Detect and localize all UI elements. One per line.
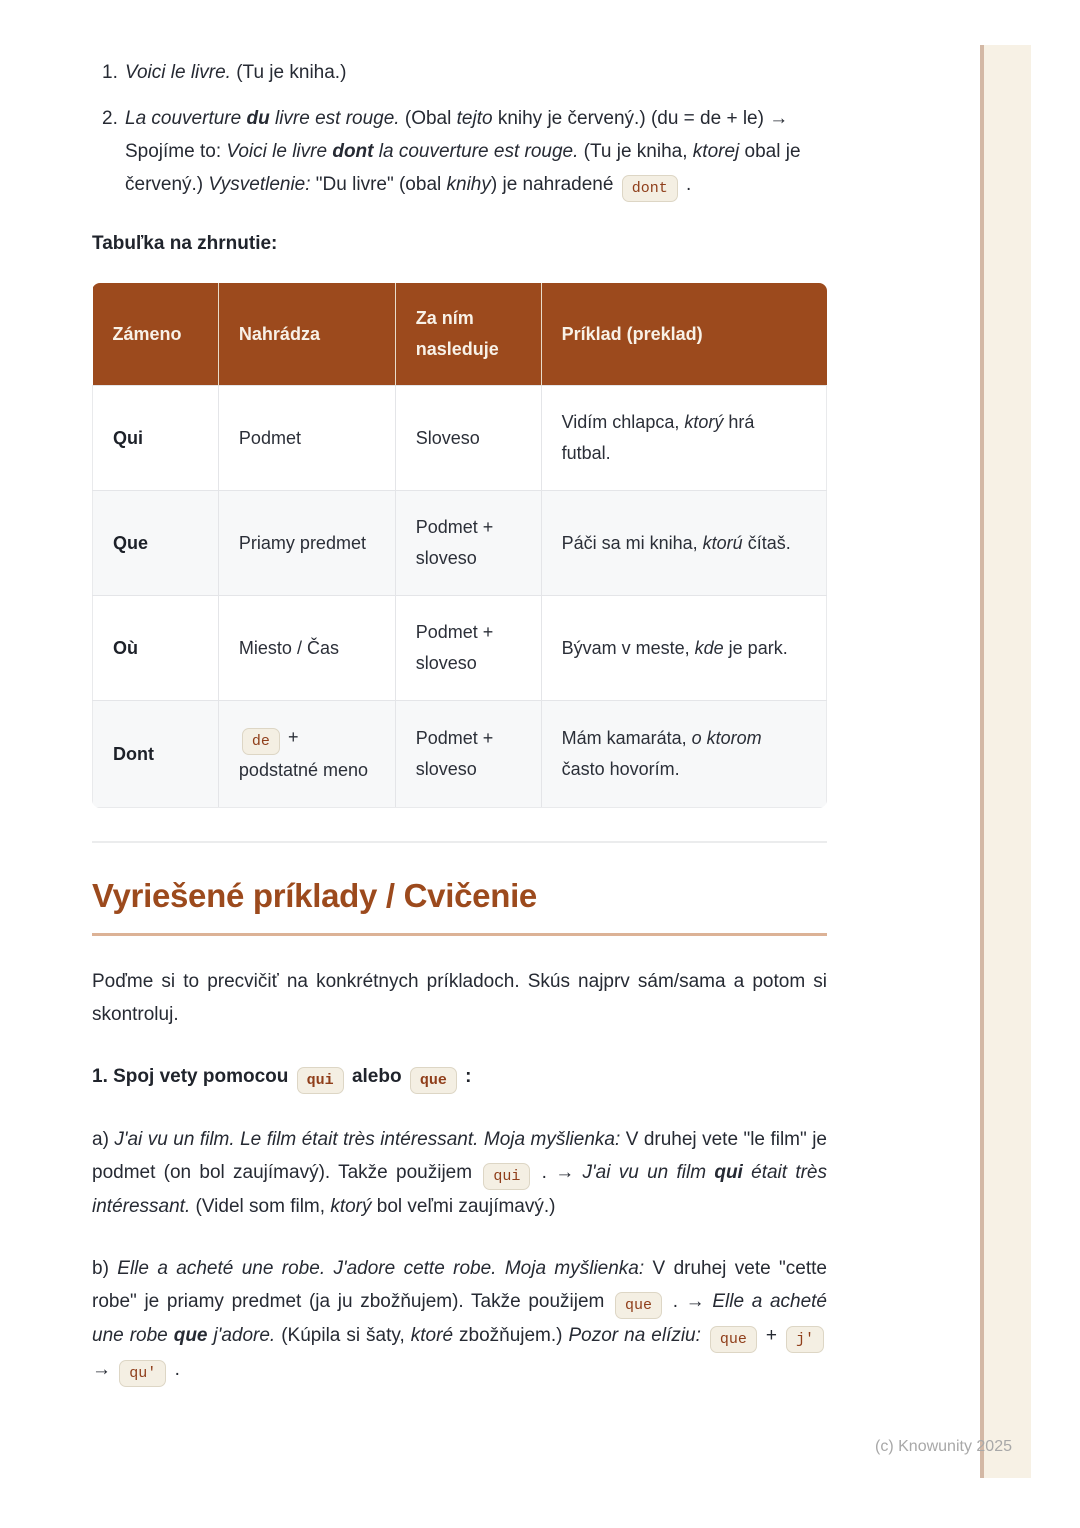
table-section-title: Tabuľka na zhrnutie: [92, 233, 278, 254]
inline-code-badge: qui [483, 1163, 530, 1190]
cell-pronoun: Qui [93, 386, 219, 491]
page-edge-bar [980, 45, 1031, 1478]
cell-pronoun: Que [93, 491, 219, 596]
table-row [93, 701, 827, 808]
column-header-replaces: Nahrádza [218, 283, 395, 386]
page-title: Vyriešené príklady / Cvičenie [92, 876, 827, 936]
cell-followed: Podmet + sloveso [395, 491, 541, 596]
table-row [93, 596, 827, 701]
list-item-number: 2. [102, 108, 118, 129]
list-item [92, 102, 827, 202]
cell-replaces: Podmet [218, 386, 395, 491]
exercise-item-a: a) J'ai vu un film. Le film était très intéressant. Moja myšlienka: V druhej vete "le film" je podmet (on bol zaujímavý). Takže použijem qui . → J'ai vu un film qui était très intéressant. (Videl som film, ktorý bol veľmi zaujímavý.) [92, 1129, 827, 1217]
cell-followed: Podmet + sloveso [395, 596, 541, 701]
exercise-intro-paragraph: Poďme si to precvičiť na konkrétnych príkladoch. Skús najprv sám/sama a potom si skontroluj. [92, 971, 827, 1025]
cell-example: Vidím chlapca, ktorý hrá futbal. [541, 386, 826, 491]
table-row [93, 386, 827, 491]
inline-code-badge: de [242, 728, 280, 755]
list-item-text: La couverture du livre est rouge. (Obal tejto knihy je červený.) (du = de + le) → Spojíme to: Voici le livre dont la couverture est rouge. (Tu je kniha, ktorej obal je červený.) Vysvetlenie: "Du livre" (obal knihy) je nahradené dont . [125, 102, 827, 202]
document-content [92, 0, 827, 1387]
column-header-example: Príklad (preklad) [541, 283, 826, 386]
list-item-number: 1. [102, 62, 118, 83]
summary-table [92, 283, 827, 808]
cell-pronoun: Où [93, 596, 219, 701]
list-item [92, 56, 827, 89]
section-divider [92, 841, 827, 843]
inline-code-badge: que [710, 1326, 757, 1353]
inline-code-badge: qu' [119, 1360, 166, 1387]
column-header-pronoun: Zámeno [93, 283, 219, 386]
cell-pronoun: Dont [93, 701, 219, 808]
cell-example: Bývam v meste, kde je park. [541, 596, 826, 701]
inline-code-badge: que [410, 1067, 457, 1094]
cell-replaces: de + podstatné meno [218, 701, 395, 808]
inline-code-badge: j' [786, 1326, 824, 1353]
column-header-followed: Za ním nasleduje [395, 283, 541, 386]
cell-followed: Sloveso [395, 386, 541, 491]
inline-code-badge: qui [297, 1067, 344, 1094]
list-item-text: Voici le livre. (Tu je kniha.) [125, 62, 347, 83]
task-title: 1. Spoj vety pomocou qui alebo que : [92, 1060, 827, 1094]
cell-example: Páči sa mi kniha, ktorú čítaš. [541, 491, 826, 596]
copyright-watermark: (c) Knowunity 2025 [875, 1438, 1012, 1455]
cell-replaces: Miesto / Čas [218, 596, 395, 701]
inline-code-badge: dont [622, 175, 678, 202]
intro-list [92, 56, 827, 202]
exercise-item-b: b) Elle a acheté une robe. J'adore cette robe. Moja myšlienka: V druhej vete "cette robe" je priamy predmet (ja ju zbožňujem). Takže použijem que . → Elle a acheté une robe que j'adore. (Kúpila si šaty, ktoré zbožňujem.) Pozor na elíziu: que + j' → qu' . [92, 1252, 827, 1387]
cell-replaces: Priamy predmet [218, 491, 395, 596]
cell-followed: Podmet + sloveso [395, 701, 541, 808]
table-header-row [93, 283, 827, 386]
table-row [93, 491, 827, 596]
cell-example: Mám kamaráta, o ktorom často hovorím. [541, 701, 826, 808]
inline-code-badge: que [615, 1292, 662, 1319]
